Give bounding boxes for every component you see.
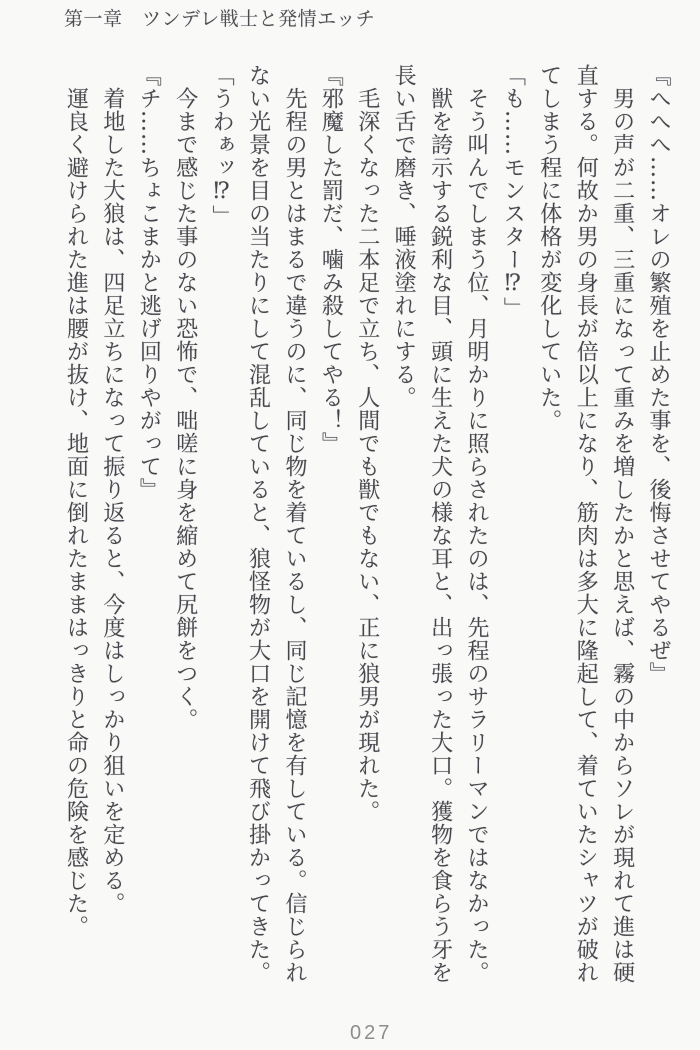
paragraph-dialogue: 『へへへ……オレの繁殖を止めた事を、後悔させてやるぜ』: [646, 64, 671, 685]
paragraph-dialogue: 「も……モンスター⁉」: [500, 64, 526, 320]
paragraph-narrative: 獣を誇示する鋭利な目、頭に生えた犬の様な耳と、出っ張った大口。獲物を食らう牙を長い舌で磨き、唾液塗れにする。: [391, 64, 453, 984]
body-text: [57, 64, 676, 986]
paragraph-dialogue: 「うわぁッ⁉」: [209, 64, 235, 228]
paragraph-narrative: 運良く避けられた進は腰が抜け、地面に倒れたままはっきりと命の危険を感じた。: [63, 87, 89, 938]
paragraph-narrative: 男の声が二重、三重になって重みを増したかと思えば、霧の中からソレが現れて進は硬直する。何故か男の身長が倍以上になり、筋肉は多大に隆起して、着ていたシャツが破れてしまう程に体格が変化していた。: [536, 64, 635, 984]
chapter-header: 第一章 ツンデレ戦士と発情エッチ: [64, 8, 376, 30]
paragraph-narrative: そう叫んでしまう位、月明かりに照らされたのは、先程のサラリーマンではなかった。: [463, 87, 489, 984]
paragraph-narrative: 着地した大狼は、四足立ちになって振り返ると、今度はしっかり狙いを定める。: [99, 87, 125, 915]
paragraph-narrative: 毛深くなった二本足で立ち、人間でも獣でもない、正に狼男が現れた。: [354, 87, 380, 823]
paragraph-dialogue: 『邪魔した罰だ、噛み殺してやる！』: [318, 64, 344, 455]
paragraph-dialogue: 『チ……ちょこまかと逃げ回りやがって』: [136, 64, 162, 501]
page-number: 027: [350, 1022, 393, 1044]
paragraph-narrative: 先程の男とはまるで違うのに、同じ物を着ているし、同じ記憶を有している。信じられない光景を目の当たりにして混乱していると、狼怪物が大口を開けて飛び掛かってきた。: [245, 64, 307, 984]
paragraph-narrative: 今まで感じた事のない恐怖で、咄嗟に身を縮めて尻餅をつく。: [172, 87, 198, 731]
